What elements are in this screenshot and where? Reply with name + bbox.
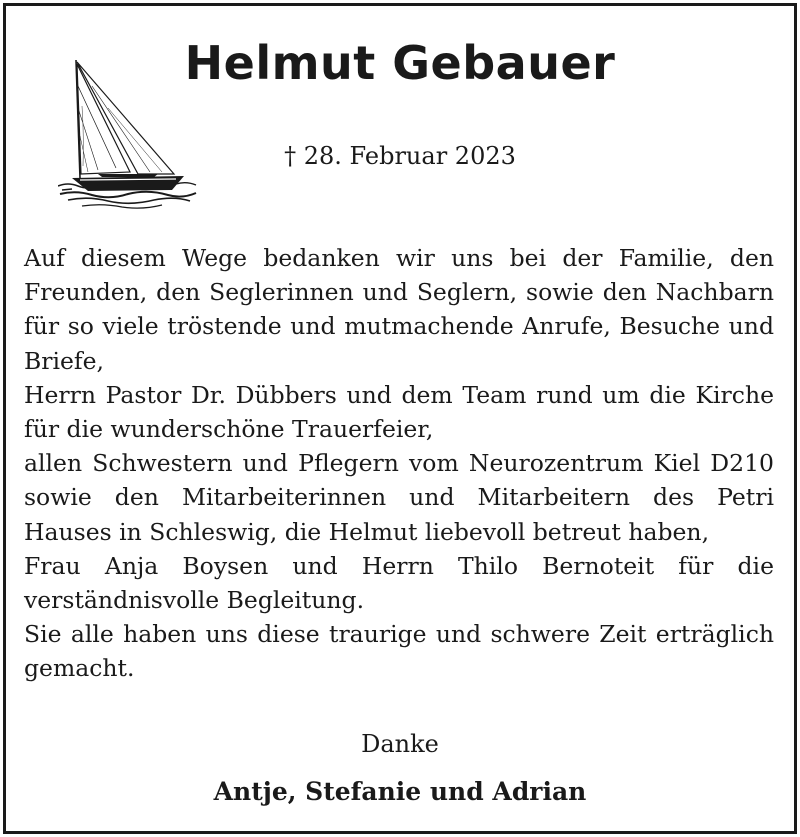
signature: Antje, Stefanie und Adrian [213,777,587,806]
date-of-death: † 28. Februar 2023 [284,142,516,170]
message-body [24,241,774,686]
message-paragraph: allen Schwestern und Pflegern vom Neurozentrum Kiel D210 sowie den Mitarbeiterinnen und Mitarbeitern des Petri Hauses in Schleswig, die Helmut liebevoll betreut haben, [24,449,774,546]
sailboat-icon [58,56,198,212]
deceased-name: Helmut Gebauer [184,36,616,90]
message-paragraph: Auf diesem Wege bedanken wir uns bei der Familie, den Freunden, den Seglerinnen und Seglern, sowie den Nachbarn für so viele tröstende und mutmachende Anrufe, Besuche und Briefe, [24,244,774,375]
message-paragraph: Frau Anja Boysen und Herrn Thilo Bernoteit für die verständnisvolle Begleitung. [24,551,774,615]
thanks-line: Danke [361,730,439,758]
message-paragraph: Herrn Pastor Dr. Dübbers und dem Team rund um die Kirche für die wunderschöne Trauerfeier, [24,380,774,444]
message-paragraph: Sie alle haben uns diese traurige und schwere Zeit erträglich gemacht. [24,620,774,683]
